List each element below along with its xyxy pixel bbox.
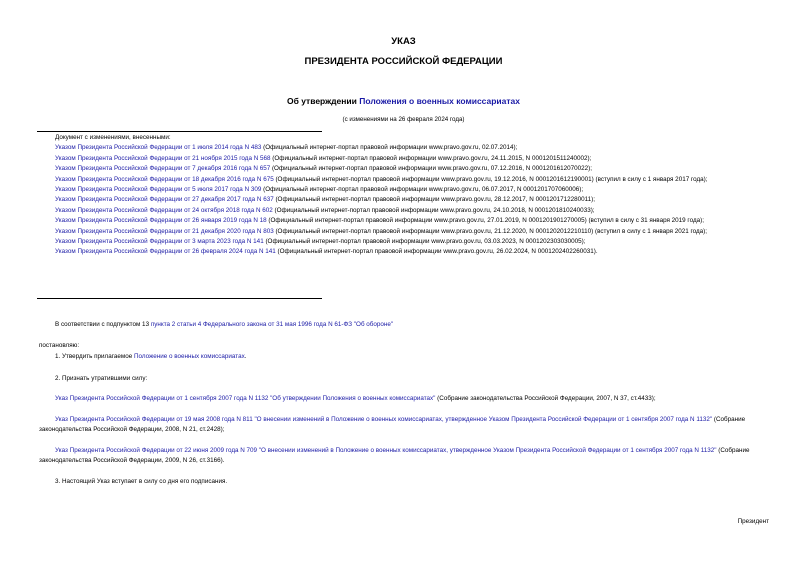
decree-word: постановляю: bbox=[39, 342, 80, 349]
changes-bottom-rule bbox=[37, 298, 322, 299]
change-item bbox=[39, 227, 769, 237]
change-link[interactable]: Указом Президента Российской Федерации от 27 декабря 2017 года N 637 bbox=[55, 196, 274, 204]
change-item bbox=[39, 175, 769, 185]
change-text: (Официальный интернет-портал правовой информации www.pravo.gov.ru, 26.02.2024, N 0001202402260031). bbox=[275, 248, 598, 256]
repealed-item-3 bbox=[39, 446, 769, 467]
change-link[interactable]: Указом Президента Российской Федерации от 24 октября 2018 года N 602 bbox=[55, 206, 273, 214]
changes-list bbox=[39, 133, 769, 258]
repealed-item-2 bbox=[39, 415, 769, 436]
repealed-text-1: (Собрание законодательства Российской Федерации, 2007, N 37, ст.4433); bbox=[435, 395, 656, 402]
change-text: (Официальный интернет-портал правовой информации www.pravo.gov.ru, 07.12.2016, N 0001201612070022); bbox=[270, 165, 592, 173]
changes-intro: Документ с изменениями, внесенными: bbox=[55, 134, 171, 141]
change-item bbox=[39, 164, 769, 174]
repealed-item-1 bbox=[39, 394, 769, 404]
change-text: (Официальный интернет-портал правовой информации www.pravo.gov.ru, 21.12.2020, N 0001202012210110) (вступил в силу с 1 января 2021 года); bbox=[273, 227, 708, 235]
signature-title: Президент bbox=[737, 518, 769, 525]
change-item bbox=[39, 247, 769, 257]
change-text: (Официальный интернет-портал правовой информации www.pravo.gov.ru, 24.10.2018, N 0001201810240033); bbox=[272, 206, 595, 214]
change-link[interactable]: Указом Президента Российской Федерации от 3 марта 2023 года N 141 bbox=[55, 238, 264, 246]
change-item bbox=[39, 185, 769, 195]
repealed-link-3[interactable]: Указ Президента Российской Федерации от 22 июня 2009 года N 709 "О внесении изменений в Положение о военных комиссариатах, утвержденное Указом Президента Российской Федерации от 1 сентября 2007 года N 1132" bbox=[55, 447, 717, 454]
change-link[interactable]: Указом Президента Российской Федерации от 1 июля 2014 года N 483 bbox=[55, 144, 262, 152]
repealed-link-1[interactable]: Указ Президента Российской Федерации от 1 сентября 2007 года N 1132 "Об утверждении Положения о военных комиссариатах" bbox=[55, 395, 436, 402]
regulation-link[interactable]: Положение о военных комиссариатах bbox=[133, 353, 245, 360]
change-link[interactable]: Указом Президента Российской Федерации от 18 декабря 2016 года N 675 bbox=[55, 175, 274, 183]
paragraph-2: 2. Признать утратившими силу: bbox=[55, 375, 148, 382]
change-item bbox=[39, 237, 769, 247]
change-link[interactable]: Указом Президента Российской Федерации от 7 декабря 2016 года N 657 bbox=[55, 165, 271, 173]
issuer-title: ПРЕЗИДЕНТА РОССИЙСКОЙ ФЕДЕРАЦИИ bbox=[304, 56, 503, 67]
change-text: (Официальный интернет-портал правовой информации www.pravo.gov.ru, 24.11.2015, N 0001201511240002); bbox=[270, 154, 592, 162]
change-text: (Официальный интернет-портал правовой информации www.pravo.gov.ru, 28.12.2017, N 0001201712280011); bbox=[273, 196, 596, 204]
basis-link[interactable]: пункта 2 статьи 4 Федерального закона от 31 мая 1996 года N 61-ФЗ "Об обороне" bbox=[150, 321, 394, 328]
subject-title bbox=[0, 96, 807, 106]
change-item bbox=[39, 216, 769, 226]
change-item bbox=[39, 143, 769, 153]
change-link[interactable]: Указом Президента Российской Федерации от 26 февраля 2024 года N 141 bbox=[55, 248, 276, 256]
change-text: (Официальный интернет-портал правовой информации www.pravo.gov.ru, 02.07.2014); bbox=[261, 144, 518, 152]
change-item bbox=[39, 154, 769, 164]
basis-paragraph bbox=[39, 320, 769, 330]
repealed-text-3: (Собрание законодательства Российской Федерации, 2009, N 26, ст.3166). bbox=[39, 447, 750, 465]
subject-prefix: Об утверждении bbox=[287, 96, 360, 106]
change-item bbox=[39, 206, 769, 216]
doc-type-title: УКАЗ bbox=[391, 36, 416, 47]
repealed-link-2[interactable]: Указ Президента Российской Федерации от 19 мая 2008 года N 811 "О внесении изменений в Положение о военных комиссариатах, утвержденное Указом Президента Российской Федерации от 1 сентября 2007 года N 1132" bbox=[55, 416, 713, 423]
repealed-text-2: (Собрание законодательства Российской Федерации, 2008, N 21, ст.2428); bbox=[39, 416, 746, 434]
revision-note: (с изменениями на 26 февраля 2024 года) bbox=[342, 116, 465, 123]
change-link[interactable]: Указом Президента Российской Федерации от 21 декабря 2020 года N 803 bbox=[55, 227, 274, 235]
subject-link[interactable]: Положения о военных комиссариатах bbox=[359, 96, 520, 106]
change-link[interactable]: Указом Президента Российской Федерации от 21 ноября 2015 года N 568 bbox=[55, 154, 271, 162]
p1-suffix: . bbox=[244, 353, 247, 360]
changes-top-rule bbox=[37, 131, 322, 132]
paragraph-1 bbox=[39, 352, 769, 362]
change-text: (Официальный интернет-портал правовой информации www.pravo.gov.ru, 06.07.2017, N 0001201707060006); bbox=[261, 186, 584, 194]
change-text: (Официальный интернет-портал правовой информации www.pravo.gov.ru, 03.03.2023, N 0001202303030005); bbox=[263, 238, 586, 246]
p1-prefix: 1. Утвердить прилагаемое bbox=[55, 353, 134, 360]
basis-prefix: В соответствии с подпунктом 13 bbox=[55, 321, 151, 328]
paragraph-3: 3. Настоящий Указ вступает в силу со дня его подписания. bbox=[55, 478, 228, 485]
change-link[interactable]: Указом Президента Российской Федерации от 5 июля 2017 года N 309 bbox=[55, 186, 262, 194]
change-item bbox=[39, 195, 769, 205]
change-text: (Официальный интернет-портал правовой информации www.pravo.gov.ru, 27.01.2019, N 0001201901270005) (вступил в силу с 31 января 2019 года); bbox=[266, 217, 704, 225]
change-text: (Официальный интернет-портал правовой информации www.pravo.gov.ru, 19.12.2016, N 0001201612190001) (вступил в силу с 1 января 2017 года); bbox=[273, 175, 708, 183]
change-link[interactable]: Указом Президента Российской Федерации от 26 января 2019 года N 18 bbox=[55, 217, 267, 225]
